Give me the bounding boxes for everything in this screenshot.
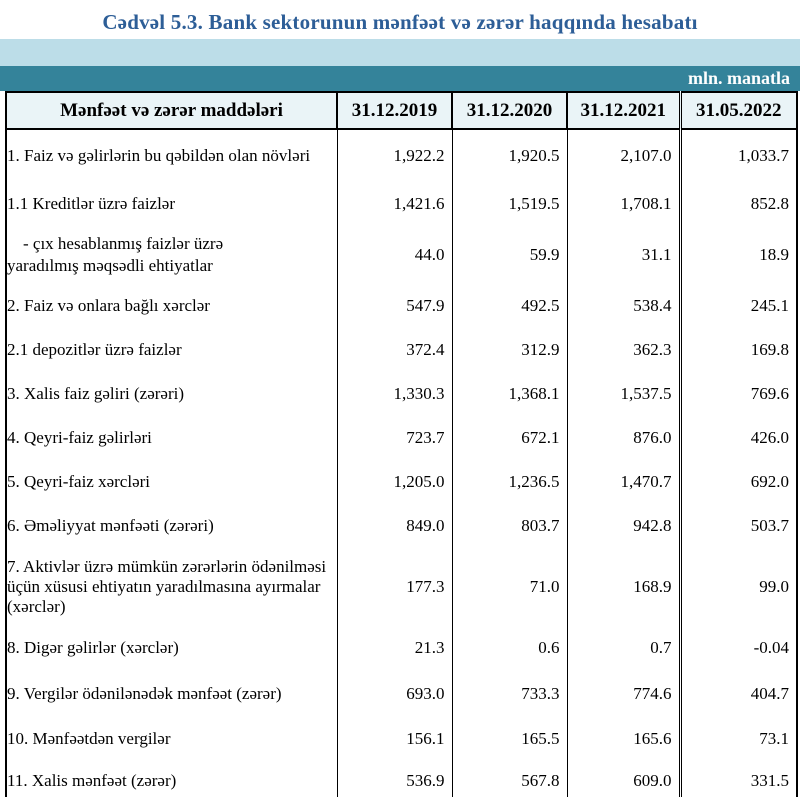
table-body [6,129,797,797]
period-column-header-2019: 31.12.2019 [337,92,452,129]
row-label-text: - çıx hesablanmış faizlər üzrə yaradılmış məqsədli ehtiyatlar [7,234,224,275]
row-value: 774.6 [567,670,680,717]
table-row [6,226,797,284]
row-label: 9. Vergilər ödənilənədək mənfəət (zərər) [6,670,337,717]
table-row [6,129,797,182]
row-value: 1,922.2 [337,129,452,182]
row-value: 21.3 [337,626,452,670]
page-title: Cədvəl 5.3. Bank sektorunun mənfəət və zərər haqqında hesabatı [102,10,698,34]
row-value: 547.9 [337,284,452,328]
table-row [6,626,797,670]
table-row [6,504,797,548]
table-header [6,92,797,129]
row-value: 1,920.5 [452,129,567,182]
row-value: 1,421.6 [337,182,452,226]
table-row [6,761,797,797]
row-value: 1,537.5 [567,372,680,416]
row-value: 404.7 [680,670,797,717]
row-value: 492.5 [452,284,567,328]
row-label: 3. Xalis faiz gəliri (zərəri) [6,372,337,416]
row-value: 1,470.7 [567,460,680,504]
row-value: 852.8 [680,182,797,226]
period-column-header-2020: 31.12.2020 [452,92,567,129]
row-value: 1,236.5 [452,460,567,504]
items-column-header: Mənfəət və zərər maddələri [6,92,337,129]
row-value: -0.04 [680,626,797,670]
table-row [6,284,797,328]
table-row [6,670,797,717]
row-value: 165.6 [567,717,680,761]
table-row [6,460,797,504]
table-row [6,372,797,416]
row-value: 426.0 [680,416,797,460]
row-value: 538.4 [567,284,680,328]
row-label: 2. Faiz və onlara bağlı xərclər [6,284,337,328]
unit-band [0,66,800,91]
table-row [6,416,797,460]
row-value: 177.3 [337,548,452,626]
row-value: 849.0 [337,504,452,548]
row-value: 44.0 [337,226,452,284]
period-column-header-2022: 31.05.2022 [680,92,797,129]
row-value: 803.7 [452,504,567,548]
row-value: 73.1 [680,717,797,761]
row-value: 693.0 [337,670,452,717]
decorative-band-light [0,39,800,66]
row-value: 59.9 [452,226,567,284]
row-value: 0.6 [452,626,567,670]
row-value: 1,205.0 [337,460,452,504]
table-row [6,328,797,372]
row-value: 1,033.7 [680,129,797,182]
row-value: 31.1 [567,226,680,284]
row-value: 723.7 [337,416,452,460]
row-label: 8. Digər gəlirlər (xərclər) [6,626,337,670]
row-value: 1,330.3 [337,372,452,416]
table-row [6,182,797,226]
profit-loss-table [5,91,798,797]
row-value: 165.5 [452,717,567,761]
row-value: 0.7 [567,626,680,670]
row-value: 567.8 [452,761,567,797]
row-value: 362.3 [567,328,680,372]
header-row [6,92,797,129]
row-value: 672.1 [452,416,567,460]
row-value: 331.5 [680,761,797,797]
row-value: 18.9 [680,226,797,284]
row-value: 876.0 [567,416,680,460]
row-label: 7. Aktivlər üzrə mümkün zərərlərin ödənilməsi üçün xüsusi ehtiyatın yaradılmasına ayırmalar (xərclər) [6,548,337,626]
row-label: 1.1 Kreditlər üzrə faizlər [6,182,337,226]
row-value: 503.7 [680,504,797,548]
unit-label: mln. manatla [687,68,790,88]
row-value: 71.0 [452,548,567,626]
table-row [6,548,797,626]
row-label: 1. Faiz və gəlirlərin bu qəbildən olan növləri [6,129,337,182]
row-label: 2.1 depozitlər üzrə faizlər [6,328,337,372]
row-value: 156.1 [337,717,452,761]
row-label: 4. Qeyri-faiz gəlirləri [6,416,337,460]
period-column-header-2021: 31.12.2021 [567,92,680,129]
row-value: 609.0 [567,761,680,797]
row-label: 11. Xalis mənfəət (zərər) [6,761,337,797]
row-value: 372.4 [337,328,452,372]
row-label [6,226,337,284]
row-value: 769.6 [680,372,797,416]
row-value: 99.0 [680,548,797,626]
row-value: 169.8 [680,328,797,372]
row-value: 1,708.1 [567,182,680,226]
table-row [6,717,797,761]
row-label: 6. Əməliyyat mənfəəti (zərəri) [6,504,337,548]
row-value: 536.9 [337,761,452,797]
row-value: 1,368.1 [452,372,567,416]
row-value: 168.9 [567,548,680,626]
row-value: 733.3 [452,670,567,717]
row-value: 942.8 [567,504,680,548]
row-value: 245.1 [680,284,797,328]
row-value: 1,519.5 [452,182,567,226]
row-value: 2,107.0 [567,129,680,182]
row-value: 692.0 [680,460,797,504]
row-value: 312.9 [452,328,567,372]
row-label: 10. Mənfəətdən vergilər [6,717,337,761]
row-label: 5. Qeyri-faiz xərcləri [6,460,337,504]
